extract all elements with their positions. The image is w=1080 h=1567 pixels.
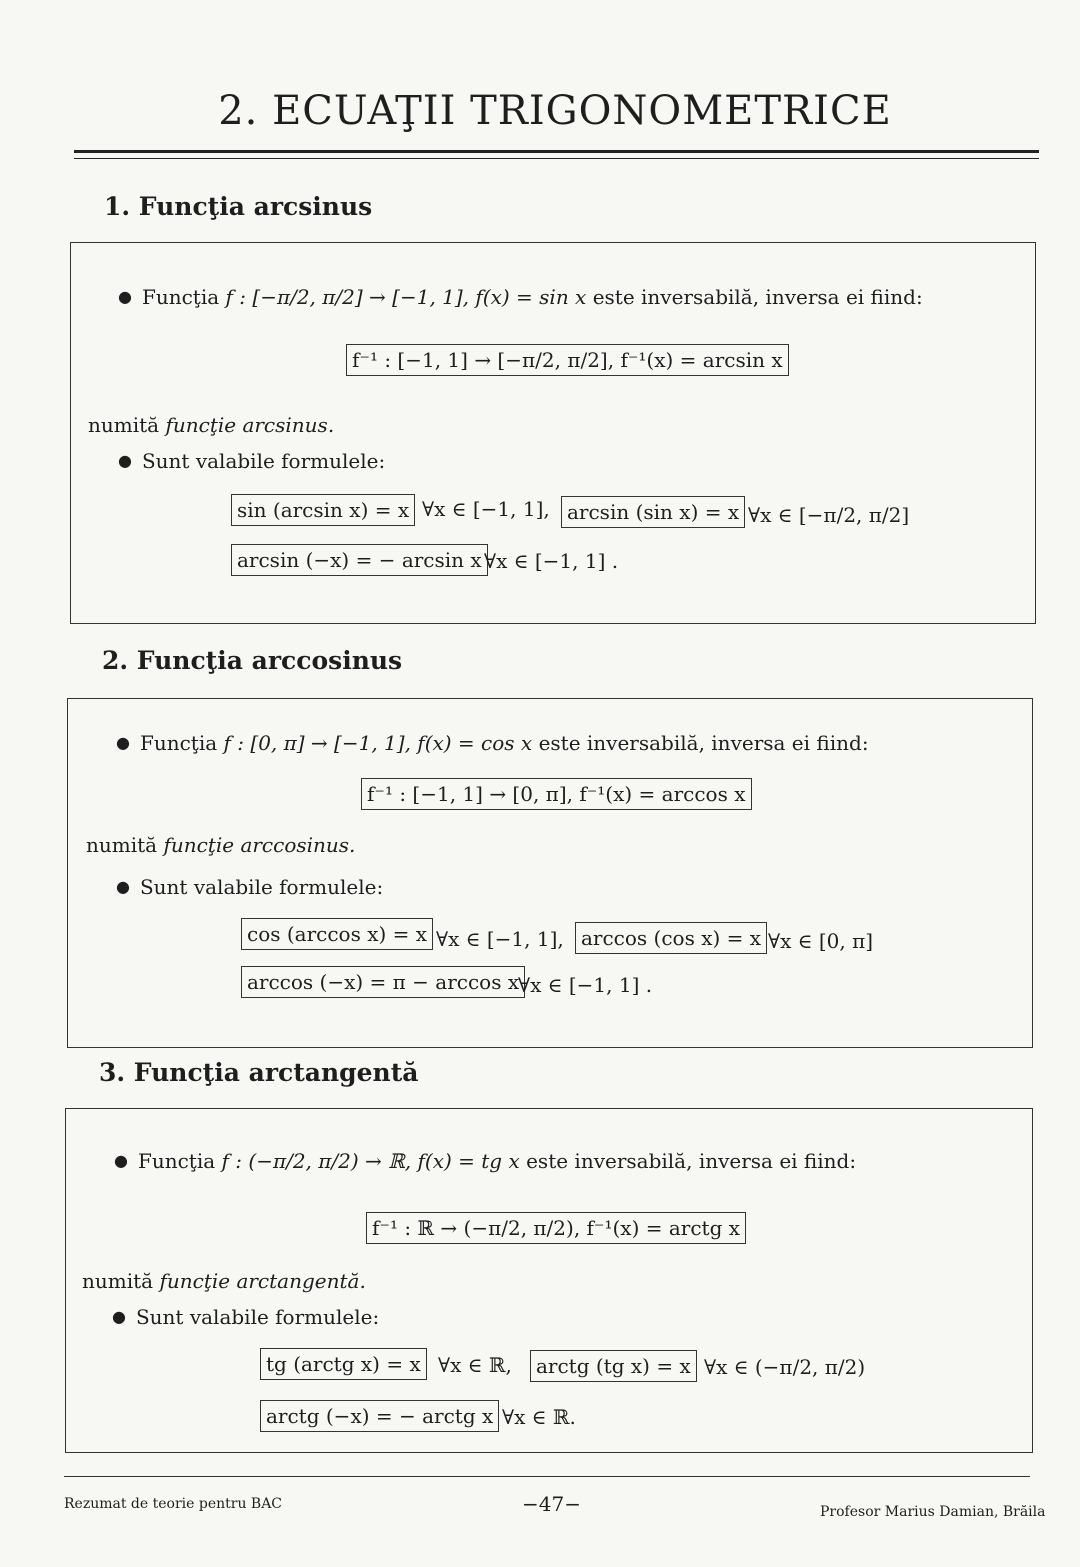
formula-box: cos (arccos x) = x [241,918,433,950]
formula-domain: ∀x ∈ (−π/2, π/2) [704,1355,866,1379]
formulas-intro-arctg: ● Sunt valabile formulele: [112,1305,380,1329]
inverse-formula-box-arctg: f⁻¹ : ℝ → (−π/2, π/2), f⁻¹(x) = arctg x [366,1212,746,1244]
named-term: funcţie arccosinus. [163,833,356,857]
formula-box: arcsin (−x) = − arcsin x [231,544,488,576]
title-rule-thin [74,158,1039,159]
named-line-arcsin: numită funcţie arcsinus. [88,413,335,437]
named-line-arctg: numită funcţie arctangentă. [82,1269,366,1293]
formula-box: tg (arctg x) = x [260,1348,427,1380]
formula-box: arctg (−x) = − arctg x [260,1400,499,1432]
formula-domain: ∀x ∈ [−1, 1], [436,927,564,951]
definition-line-arccos: ● Funcţia f : [0, π] → [−1, 1], f(x) = cos x este inversabilă, inversa ei fiind: [116,731,869,755]
footer-left: Rezumat de teorie pentru BAC [64,1496,283,1512]
formula-domain: ∀x ∈ [−π/2, π/2] [748,503,910,527]
inverse-formula-box-arcsin: f⁻¹ : [−1, 1] → [−π/2, π/2], f⁻¹(x) = arcsin x [346,344,789,376]
footer-right: Profesor Marius Damian, Brăila [820,1504,1046,1520]
formula-box: arctg (tg x) = x [530,1350,697,1382]
bullet-icon: ● [112,1307,126,1326]
definition-line-arcsin: ● Funcţia f : [−π/2, π/2] → [−1, 1], f(x) = sin x este inversabilă, inversa ei fiind: [118,285,923,309]
definition-formula: f : (−π/2, π/2) → ℝ, f(x) = tg x [221,1149,520,1173]
named-line-arccos: numită funcţie arccosinus. [86,833,356,857]
bullet-icon: ● [118,451,132,470]
definition-line-arctg: ● Funcţia f : (−π/2, π/2) → ℝ, f(x) = tg x este inversabilă, inversa ei fiind: [114,1149,857,1173]
named-term: funcţie arcsinus. [165,413,335,437]
title-rule-thick [74,150,1039,153]
formula-box: arccos (cos x) = x [575,922,767,954]
definition-formula: f : [0, π] → [−1, 1], f(x) = cos x [223,731,533,755]
bullet-icon: ● [114,1151,128,1170]
formulas-intro-arccos: ● Sunt valabile formulele: [116,875,384,899]
formula-domain: ∀x ∈ [−1, 1] . [484,549,619,573]
formula-domain: ∀x ∈ [−1, 1] . [518,973,653,997]
formula-domain: ∀x ∈ ℝ, [438,1353,512,1377]
definition-formula: f : [−π/2, π/2] → [−1, 1], f(x) = sin x [225,285,587,309]
formula-box: sin (arcsin x) = x [231,494,415,526]
named-term: funcţie arctangentă. [159,1269,366,1293]
formulas-intro-arcsin: ● Sunt valabile formulele: [118,449,386,473]
page-title: 2. ECUAŢII TRIGONOMETRICE [218,88,892,134]
bullet-icon: ● [116,733,130,752]
formula-box: arcsin (sin x) = x [561,496,745,528]
bullet-icon: ● [118,287,132,306]
formula-domain: ∀x ∈ [−1, 1], [422,497,550,521]
section-heading-arccos: 2. Funcţia arccosinus [102,646,403,675]
formula-domain: ∀x ∈ [0, π] [768,929,874,953]
section-heading-arcsin: 1. Funcţia arcsinus [104,192,373,221]
footer-rule [64,1476,1030,1477]
formula-domain: ∀x ∈ ℝ. [502,1405,576,1429]
formula-box: arccos (−x) = π − arccos x [241,966,525,998]
section-heading-arctg: 3. Funcţia arctangentă [99,1058,419,1087]
bullet-icon: ● [116,877,130,896]
inverse-formula-box-arccos: f⁻¹ : [−1, 1] → [0, π], f⁻¹(x) = arccos x [361,778,752,810]
page-number: −47− [522,1492,581,1516]
